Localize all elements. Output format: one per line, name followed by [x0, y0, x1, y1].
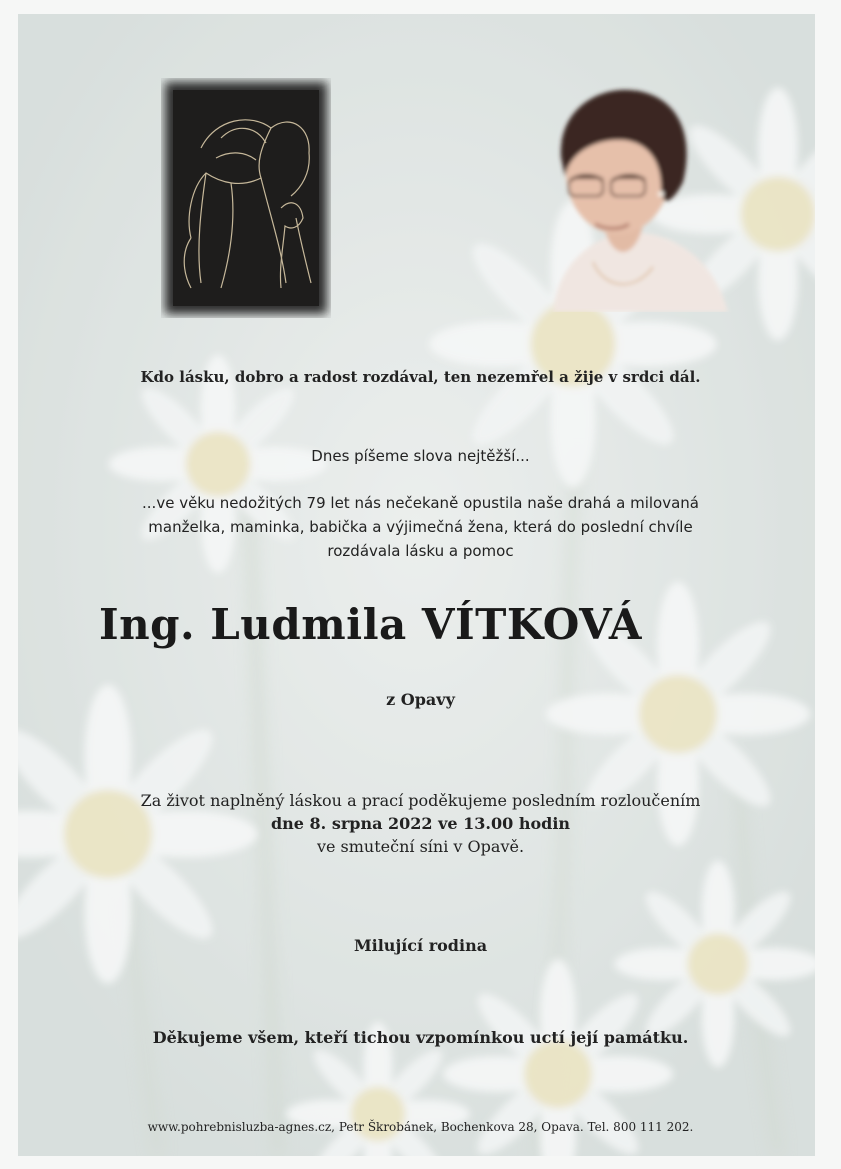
- description-line: rozdávala lásku a pomoc: [327, 542, 514, 560]
- horse-drawing-image: [161, 78, 331, 318]
- motto: Kdo lásku, dobro a radost rozdával, ten nezemřel a žije v srdci dál.: [140, 368, 701, 386]
- funeral-place: ve smuteční síni v Opavě.: [316, 837, 525, 856]
- description-line: ...ve věku nedožitých 79 let nás nečekaně opustila naše drahá a milovaná: [142, 494, 699, 512]
- funeral-line: Za život naplněný láskou a prací poděkujeme posledním rozloučením: [140, 791, 701, 810]
- funeral-date: dne 8. srpna 2022 ve 13.00 hodin: [270, 814, 571, 833]
- deceased-name: Ing. Ludmila VÍTKOVÁ: [98, 600, 643, 649]
- funeral-info: [0, 789, 841, 858]
- footer-contact: www.pohrebnisluzba-agnes.cz, Petr Škrobánek, Bochenkova 28, Opava. Tel. 800 111 202.: [147, 1120, 694, 1134]
- thanks-text: Děkujeme všem, kteří tichou vzpomínkou uctí její památku.: [152, 1028, 689, 1047]
- description: [0, 491, 841, 563]
- description-line: manželka, maminka, babička a výjimečná žena, která do poslední chvíle: [148, 518, 693, 536]
- intro-text: Dnes píšeme slova nejtěžší...: [311, 447, 530, 465]
- family-signature: Milující rodina: [353, 936, 488, 955]
- origin: z Opavy: [386, 690, 455, 709]
- deceased-portrait: [513, 62, 738, 312]
- obituary-sheet: [18, 14, 815, 1156]
